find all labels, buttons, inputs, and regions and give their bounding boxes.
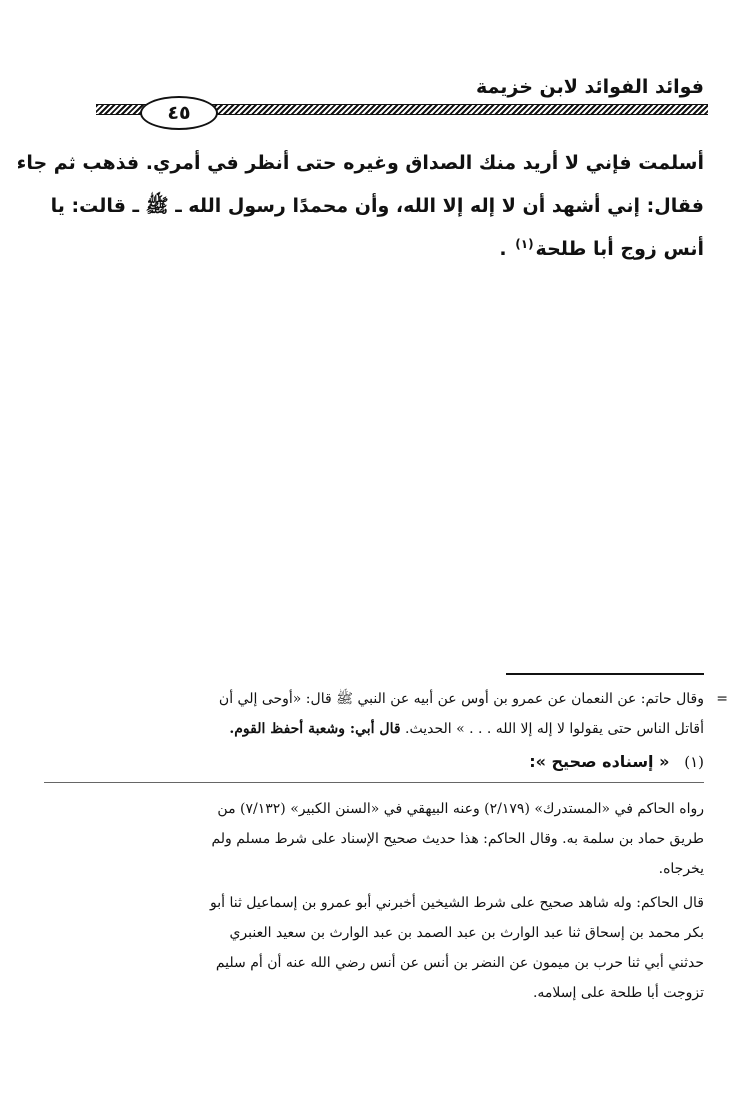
continuation-marker: = <box>716 691 728 707</box>
footnote-line: حدثني أبي ثنا حرب بن ميمون عن النضر بن أنس عن أنس رضي الله عنه أن أم سليم <box>215 955 704 971</box>
footnote-line: رواه الحاكم في «المستدرك» (٢/١٧٩) وعنه البيهقي في «السنن الكبير» (٧/١٣٢) من <box>217 801 704 817</box>
footnote-1-number: (١) <box>684 753 704 771</box>
main-text <box>16 142 704 271</box>
main-text-line-end: أنس زوج أبا طلحة <box>535 238 704 260</box>
footnote-1-heading <box>44 747 704 777</box>
footnote-1-paragraph-2 <box>44 888 704 1008</box>
footnote-heading-rule <box>44 782 704 783</box>
footnote-separator <box>506 673 704 675</box>
main-text-line: أسلمت فإني لا أريد منك الصداق وغيره حتى أنظر في أمري. فذهب ثم جاء <box>16 152 704 174</box>
footnote-1-paragraph-1 <box>44 794 704 884</box>
footnote-line <box>44 714 704 744</box>
footnote-line: قال الحاكم: وله شاهد صحيح على شرط الشيخين أخبرني أبو عمرو بن إسماعيل ثنا أبو <box>209 895 704 911</box>
footnote-line: تزوجت أبا طلحة على إسلامه. <box>532 985 704 1001</box>
footnote-continuation <box>44 684 728 744</box>
running-title: فوائد الفوائد لابن خزيمة <box>476 76 704 98</box>
footnote-line: طريق حماد بن سلمة به. وقال الحاكم: هذا حديث صحيح الإسناد على شرط مسلم ولم <box>211 831 704 847</box>
footnote-bold-text: قال أبي: وشعبة أحفظ القوم. <box>229 721 401 737</box>
footnote-line: وقال حاتم: عن النعمان عن عمرو بن أوس عن أبيه عن النبي ﷺ قال: «أوحى إلي أن <box>218 691 704 707</box>
footnote-line-text: أقاتل الناس حتى يقولوا لا إله إلا الله . . . » الحديث. <box>405 721 704 737</box>
period: . <box>499 238 507 260</box>
main-text-line: فقال: إني أشهد أن لا إله إلا الله، وأن محمدًا رسول الله ـ ﷺ ـ قالت: يا <box>50 195 704 217</box>
footnote-1-title: « إسناده صحيح »: <box>529 752 670 771</box>
footnote-reference[interactable]: (١) <box>515 236 534 251</box>
page-number: ٤٥ <box>140 96 218 130</box>
footnote-line: بكر محمد بن إسحاق ثنا عبد الوارث بن عبد الصمد بن عبد الوارث بن سعيد العنبري <box>229 925 704 941</box>
footnote-line: يخرجاه. <box>658 861 704 877</box>
main-text-line <box>94 228 704 271</box>
